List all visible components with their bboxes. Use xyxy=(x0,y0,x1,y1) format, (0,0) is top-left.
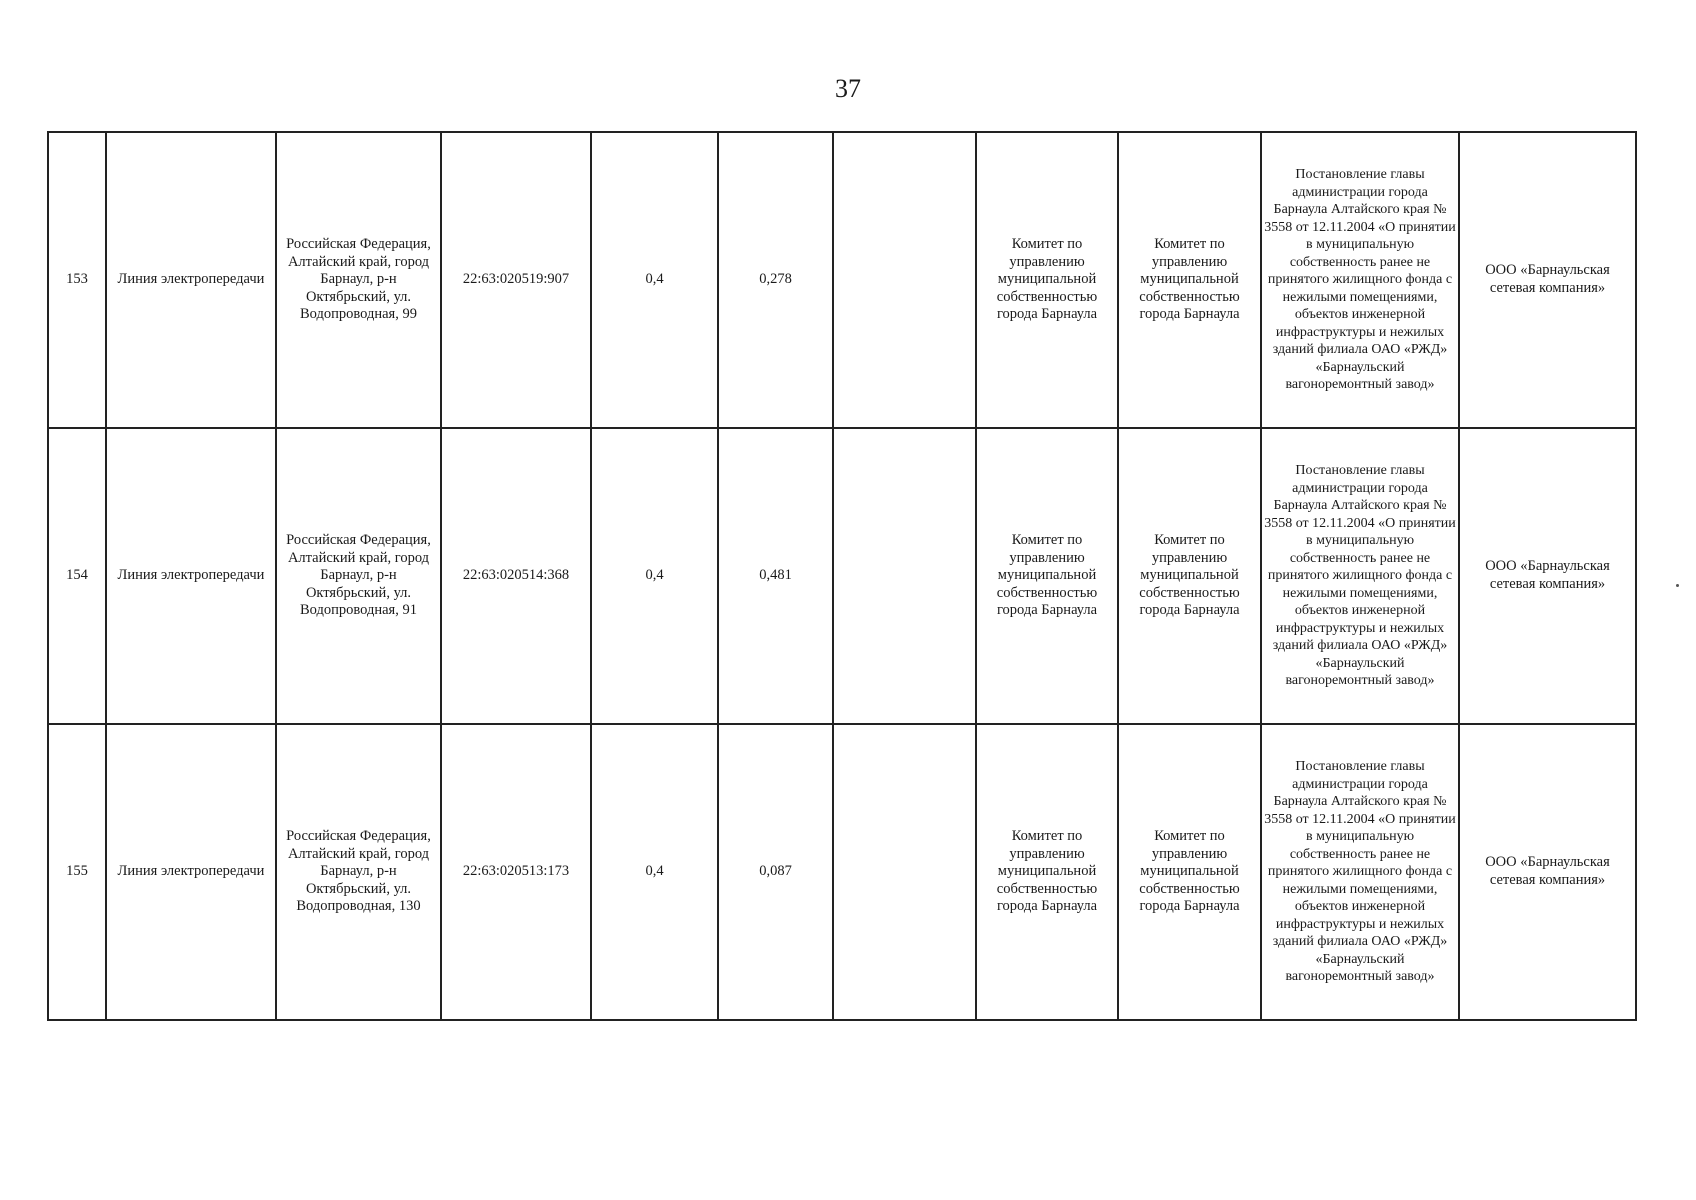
cadastral-number-cell: 22:63:020513:173 xyxy=(441,724,591,1020)
cadastral-number-cell: 22:63:020514:368 xyxy=(441,428,591,724)
operator-cell: ООО «Барнаульская сетевая компания» xyxy=(1459,132,1636,428)
length-cell: 0,481 xyxy=(718,428,833,724)
rights-holder-cell: Комитет по управлению муниципальной собственностью города Барнаула xyxy=(976,724,1118,1020)
voltage-cell: 0,4 xyxy=(591,724,718,1020)
legal-basis-cell: Постановление главы администрации города Барнаула Алтайского края № 3558 от 12.11.2004 «О принятии в муниципальную собственность ранее не принятого жилищного фонда с нежилыми помещениями, объектов инженерной инфраструктуры и нежилых зданий филиала ОАО «РЖД» «Барнаульский вагоноремонтный завод» xyxy=(1261,132,1459,428)
empty-cell xyxy=(833,428,976,724)
object-name-cell: Линия электропередачи xyxy=(106,428,276,724)
object-name-cell: Линия электропередачи xyxy=(106,724,276,1020)
owner-cell: Комитет по управлению муниципальной собственностью города Барнаула xyxy=(1118,724,1261,1020)
owner-cell: Комитет по управлению муниципальной собственностью города Барнаула xyxy=(1118,132,1261,428)
rights-holder-cell: Комитет по управлению муниципальной собственностью города Барнаула xyxy=(976,132,1118,428)
registry-table xyxy=(47,131,1637,1021)
legal-basis-cell: Постановление главы администрации города Барнаула Алтайского края № 3558 от 12.11.2004 «О принятии в муниципальную собственность ранее не принятого жилищного фонда с нежилыми помещениями, объектов инженерной инфраструктуры и нежилых зданий филиала ОАО «РЖД» «Барнаульский вагоноремонтный завод» xyxy=(1261,724,1459,1020)
voltage-cell: 0,4 xyxy=(591,132,718,428)
scan-speck xyxy=(1676,584,1679,587)
legal-basis-cell: Постановление главы администрации города Барнаула Алтайского края № 3558 от 12.11.2004 «О принятии в муниципальную собственность ранее не принятого жилищного фонда с нежилыми помещениями, объектов инженерной инфраструктуры и нежилых зданий филиала ОАО «РЖД» «Барнаульский вагоноремонтный завод» xyxy=(1261,428,1459,724)
owner-cell: Комитет по управлению муниципальной собственностью города Барнаула xyxy=(1118,428,1261,724)
row-number-cell: 154 xyxy=(48,428,106,724)
address-cell: Российская Федерация, Алтайский край, город Барнаул, р-н Октябрьский, ул. Водопроводная, 130 xyxy=(276,724,441,1020)
length-cell: 0,278 xyxy=(718,132,833,428)
voltage-cell: 0,4 xyxy=(591,428,718,724)
table-row xyxy=(48,132,1636,428)
table-row xyxy=(48,724,1636,1020)
address-cell: Российская Федерация, Алтайский край, город Барнаул, р-н Октябрьский, ул. Водопроводная, 99 xyxy=(276,132,441,428)
row-number-cell: 153 xyxy=(48,132,106,428)
empty-cell xyxy=(833,724,976,1020)
empty-cell xyxy=(833,132,976,428)
cadastral-number-cell: 22:63:020519:907 xyxy=(441,132,591,428)
object-name-cell: Линия электропередачи xyxy=(106,132,276,428)
row-number-cell: 155 xyxy=(48,724,106,1020)
page-number: 37 xyxy=(835,74,861,103)
table-row xyxy=(48,428,1636,724)
length-cell: 0,087 xyxy=(718,724,833,1020)
rights-holder-cell: Комитет по управлению муниципальной собственностью города Барнаула xyxy=(976,428,1118,724)
address-cell: Российская Федерация, Алтайский край, город Барнаул, р-н Октябрьский, ул. Водопроводная, 91 xyxy=(276,428,441,724)
operator-cell: ООО «Барнаульская сетевая компания» xyxy=(1459,724,1636,1020)
operator-cell: ООО «Барнаульская сетевая компания» xyxy=(1459,428,1636,724)
